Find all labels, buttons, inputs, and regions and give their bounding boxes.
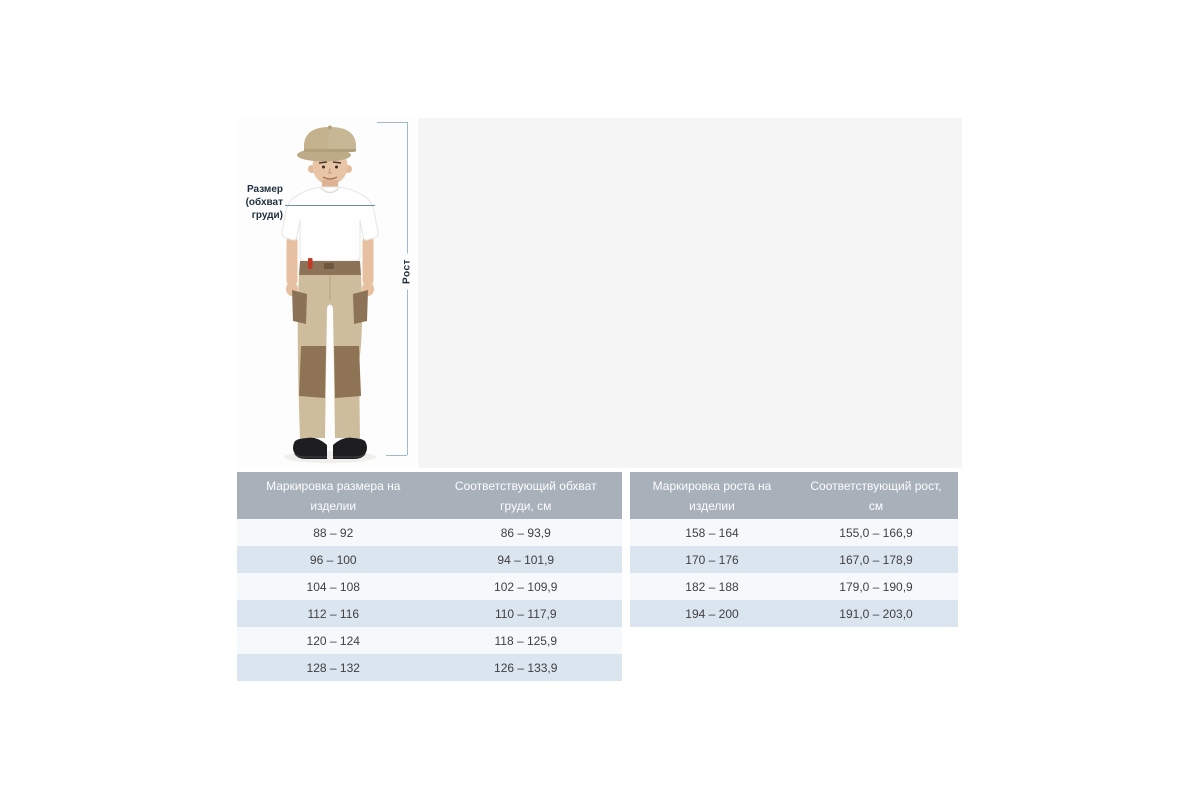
height-range-cell: 155,0 – 166,9 — [839, 525, 913, 540]
knee-patch-right — [334, 346, 361, 398]
height-table-header — [630, 472, 958, 519]
height-label: Рост — [401, 254, 414, 290]
table-row — [630, 573, 958, 600]
height-mark-cell: 182 – 188 — [685, 579, 739, 594]
table-row — [237, 573, 622, 600]
size-table-header — [237, 472, 622, 519]
knee-patch-left — [299, 346, 326, 398]
background-panel — [418, 118, 962, 468]
size-chart-section — [237, 118, 962, 681]
model-illustration — [237, 118, 415, 468]
size-mark-cell: 128 – 132 — [306, 660, 360, 675]
size-mark-cell: 112 – 116 — [307, 606, 360, 621]
cap — [297, 126, 356, 162]
table-row — [630, 519, 958, 546]
red-tab — [308, 258, 313, 269]
table-row — [630, 546, 958, 573]
chest-size-label-line: груди) — [251, 210, 283, 221]
table-row — [630, 600, 958, 627]
height-mark-cell: 194 – 200 — [685, 606, 739, 621]
model-photo — [237, 118, 415, 468]
table-row — [237, 546, 622, 573]
chest-range-cell: 118 – 125,9 — [494, 633, 557, 648]
height-range-cell: 191,0 – 203,0 — [839, 606, 913, 621]
cargo-pocket-right — [353, 290, 368, 324]
chest-range-cell: 102 – 109,9 — [494, 579, 558, 594]
height-mark-cell: 158 – 164 — [685, 525, 739, 540]
height-measure-cap-bottom — [386, 455, 407, 456]
table-row — [237, 627, 622, 654]
table-row — [237, 600, 622, 627]
chest-range-cell: 86 – 93,9 — [500, 525, 551, 540]
cargo-pocket-left — [292, 290, 307, 324]
column-header-size-mark: Маркировка размера на изделии — [266, 478, 401, 513]
size-mark-cell: 96 – 100 — [309, 552, 357, 567]
column-header-height-range: Соответствующий рост, см — [810, 478, 942, 513]
column-header-height-mark: Маркировка роста на изделии — [652, 478, 772, 513]
size-table — [237, 472, 622, 681]
chest-range-cell: 94 – 101,9 — [497, 552, 555, 567]
column-header-chest-range: Соответствующий обхват груди, см — [454, 478, 597, 513]
size-mark-cell: 88 – 92 — [313, 525, 354, 540]
chest-range-cell: 126 – 133,9 — [494, 660, 558, 675]
pants — [292, 258, 368, 438]
chest-range-cell: 110 – 117,9 — [494, 606, 557, 621]
height-mark-cell: 170 – 176 — [685, 552, 739, 567]
chest-size-label — [237, 183, 283, 222]
chest-measure-line — [285, 205, 375, 206]
chest-size-label-line: Размер — [246, 184, 283, 195]
height-range-cell: 167,0 – 178,9 — [839, 552, 913, 567]
height-range-cell: 179,0 – 190,9 — [839, 579, 913, 594]
size-mark-cell: 120 – 124 — [306, 633, 360, 648]
chest-size-label-line: (обхват — [245, 197, 283, 208]
height-table — [630, 472, 958, 627]
height-measure-cap-top — [377, 122, 407, 123]
size-mark-cell: 104 – 108 — [306, 579, 360, 594]
table-row — [237, 654, 622, 681]
table-row — [237, 519, 622, 546]
